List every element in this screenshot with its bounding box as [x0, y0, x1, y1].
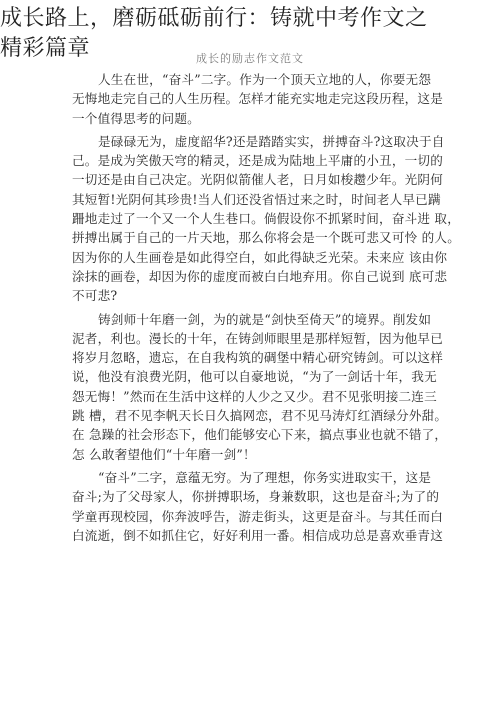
document-line: 铸剑师十年磨一剑，为的就是“剑快至倚天”的境界。削发如	[98, 311, 432, 327]
document-line: 其短暂!光阴何其珍贵!当人们还没省悟过来之时，时间老人早已蹒	[72, 191, 441, 207]
document-body	[72, 70, 461, 545]
document-line: 怨无悔！”然而在生活中这样的人少之又少。君不见张明接二连三	[72, 388, 437, 404]
document-line: 无悔地走完自己的人生历程。怎样才能充实地走完这段历程，这是	[72, 91, 444, 107]
document-heading: 成长的励志作文范文	[196, 52, 304, 65]
document-line: 说，他没有浪费光阴，他可以自豪地说，“为了一剑话十年，我无	[72, 369, 437, 385]
document-line: 人生在世，“奋斗”二字。作为一个顶天立地的人，你要无怨	[98, 72, 432, 87]
document-line: “奋斗”二字，意蕴无穷。为了理想，你务实进取实干，这是	[98, 469, 432, 485]
document-line: 一个值得思考的问题。	[72, 110, 200, 126]
document-line: 怎 么敢奢望他们“十年磨一剑”！	[72, 446, 256, 462]
document-line: 白流逝，倒不如抓住它，好好利用一番。相信成功总是喜欢垂青这	[72, 527, 444, 543]
document-line: 是碌碌无为，虚度韶华?还是踏踏实实，拼搏奋斗?这取决于自	[98, 133, 445, 149]
document-line: 拼搏出属于自己的一片天地，那么你将会是一个既可悲又可怜 的人。	[72, 230, 461, 246]
document-line: 涂抹的画卷，却因为你的虚度而被白白地弃用。你自己说到 底可悲	[72, 268, 448, 284]
document-line: 将岁月忽略，遗忘，在自我构筑的碉堡中精心研究铸剑。可以这样	[72, 350, 444, 366]
document-line: 泥者，利也。漫长的十年，在铸剑师眼里是那样短暂，因为他早已	[72, 330, 444, 346]
page-title-line-2: 精彩篇章	[0, 36, 91, 61]
document-line: 奋斗;为了父母家人，你拼搏职场，身兼数职，这也是奋斗;为了的	[72, 489, 440, 505]
document-line: 一切还是由自己决定。光阴似箭催人老，日月如梭趱少年。光阴何	[72, 172, 444, 188]
document-paragraph	[72, 310, 448, 464]
document-paragraph	[72, 70, 444, 128]
document-line: 学童再现校园，你奔波呼告，游走街头，这更是奋斗。与其任而白	[72, 508, 444, 524]
document-line: 己。是成为笑傲天穹的精灵，还是成为陆地上平庸的小丑，一切的	[72, 153, 444, 169]
document-paragraph	[72, 132, 461, 306]
document-line: 因为你的人生画卷是如此得空白，如此得缺乏光荣。未来应 该由你	[72, 249, 448, 265]
document-paragraph	[72, 468, 444, 545]
document-line: 跳 槽，君不见李帆天长日久搞网恋，君不见马涛灯红酒绿分外甜。	[72, 408, 448, 424]
page-title-line-1: 成长路上，磨砺砥砺前行：铸就中考作文之	[0, 6, 428, 31]
document-line: 在 急躁的社会形态下，他们能够安心下来，搞点事业也就不错了，	[72, 427, 448, 443]
scanned-document-image	[0, 52, 500, 707]
document-line: 不可悲?	[72, 288, 118, 304]
document-line: 跚地走过了一个又一个人生巷口。倘假设你不抓紧时间，奋斗进 取，	[72, 211, 461, 227]
